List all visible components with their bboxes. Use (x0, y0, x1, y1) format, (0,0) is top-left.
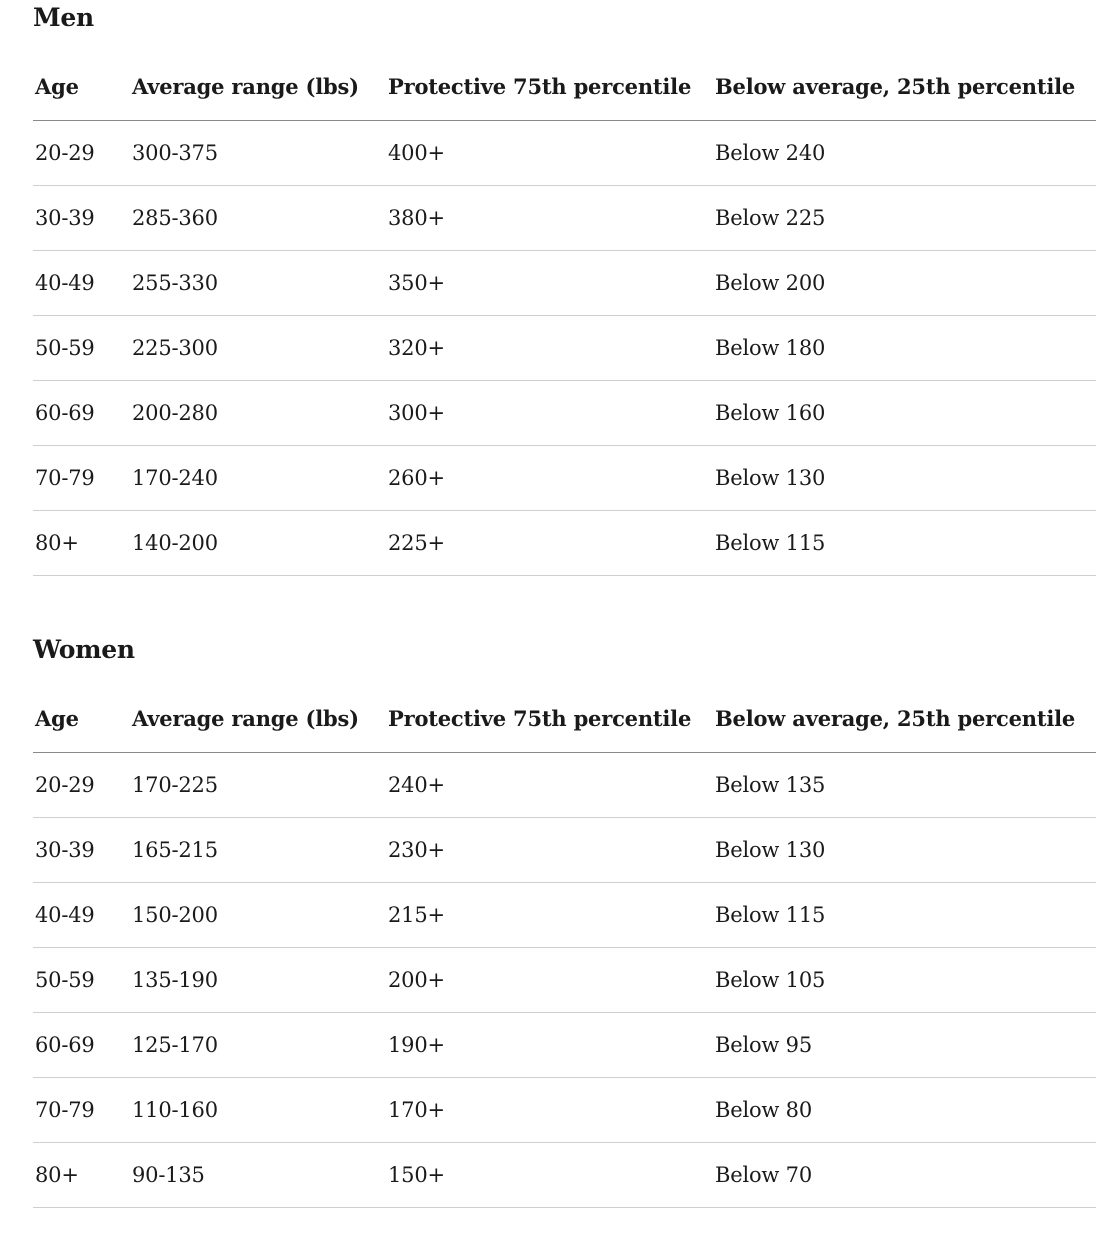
cell-protective: 400+ (386, 121, 713, 186)
cell-below-average: Below 70 (713, 1143, 1096, 1208)
cell-age: 20-29 (33, 753, 130, 818)
cell-protective: 170+ (386, 1078, 713, 1143)
men-section (33, 0, 1096, 576)
table-row (33, 381, 1096, 446)
table-row (33, 251, 1096, 316)
cell-below-average: Below 115 (713, 511, 1096, 576)
cell-average-range: 255-330 (130, 251, 386, 316)
cell-average-range: 285-360 (130, 186, 386, 251)
cell-below-average: Below 115 (713, 883, 1096, 948)
header-age: Age (33, 702, 130, 753)
cell-protective: 230+ (386, 818, 713, 883)
cell-protective: 240+ (386, 753, 713, 818)
cell-average-range: 125-170 (130, 1013, 386, 1078)
table-row (33, 186, 1096, 251)
cell-protective: 350+ (386, 251, 713, 316)
cell-below-average: Below 240 (713, 121, 1096, 186)
cell-average-range: 110-160 (130, 1078, 386, 1143)
cell-average-range: 135-190 (130, 948, 386, 1013)
header-protective-75th: Protective 75th percentile (386, 70, 713, 121)
header-below-average-25th: Below average, 25th percentile (713, 70, 1096, 121)
men-table (33, 70, 1096, 576)
cell-average-range: 140-200 (130, 511, 386, 576)
cell-age: 70-79 (33, 1078, 130, 1143)
cell-below-average: Below 95 (713, 1013, 1096, 1078)
table-row (33, 1143, 1096, 1208)
table-row (33, 121, 1096, 186)
men-title: Men (33, 3, 94, 32)
header-protective-75th: Protective 75th percentile (386, 702, 713, 753)
cell-age: 80+ (33, 511, 130, 576)
women-table (33, 702, 1096, 1208)
header-average-range: Average range (lbs) (130, 702, 386, 753)
cell-below-average: Below 130 (713, 818, 1096, 883)
cell-protective: 190+ (386, 1013, 713, 1078)
cell-below-average: Below 130 (713, 446, 1096, 511)
cell-average-range: 90-135 (130, 1143, 386, 1208)
cell-below-average: Below 200 (713, 251, 1096, 316)
women-section (33, 632, 1096, 1208)
header-below-average-25th: Below average, 25th percentile (713, 702, 1096, 753)
cell-age: 70-79 (33, 446, 130, 511)
cell-below-average: Below 225 (713, 186, 1096, 251)
cell-average-range: 170-225 (130, 753, 386, 818)
cell-protective: 320+ (386, 316, 713, 381)
table-row (33, 818, 1096, 883)
cell-age: 50-59 (33, 948, 130, 1013)
cell-protective: 300+ (386, 381, 713, 446)
cell-below-average: Below 105 (713, 948, 1096, 1013)
cell-age: 60-69 (33, 1013, 130, 1078)
cell-below-average: Below 160 (713, 381, 1096, 446)
cell-average-range: 200-280 (130, 381, 386, 446)
cell-average-range: 300-375 (130, 121, 386, 186)
header-average-range: Average range (lbs) (130, 70, 386, 121)
cell-below-average: Below 135 (713, 753, 1096, 818)
cell-protective: 260+ (386, 446, 713, 511)
cell-age: 40-49 (33, 883, 130, 948)
table-row (33, 511, 1096, 576)
cell-protective: 215+ (386, 883, 713, 948)
table-row (33, 753, 1096, 818)
cell-age: 30-39 (33, 186, 130, 251)
cell-age: 20-29 (33, 121, 130, 186)
table-header-row (33, 70, 1096, 121)
cell-average-range: 150-200 (130, 883, 386, 948)
table-row (33, 948, 1096, 1013)
cell-age: 30-39 (33, 818, 130, 883)
table-row (33, 446, 1096, 511)
cell-protective: 380+ (386, 186, 713, 251)
cell-below-average: Below 80 (713, 1078, 1096, 1143)
cell-average-range: 170-240 (130, 446, 386, 511)
cell-age: 60-69 (33, 381, 130, 446)
cell-below-average: Below 180 (713, 316, 1096, 381)
cell-average-range: 225-300 (130, 316, 386, 381)
header-age: Age (33, 70, 130, 121)
cell-protective: 225+ (386, 511, 713, 576)
cell-age: 80+ (33, 1143, 130, 1208)
cell-average-range: 165-215 (130, 818, 386, 883)
table-row (33, 883, 1096, 948)
cell-protective: 150+ (386, 1143, 713, 1208)
cell-protective: 200+ (386, 948, 713, 1013)
cell-age: 40-49 (33, 251, 130, 316)
table-header-row (33, 702, 1096, 753)
cell-age: 50-59 (33, 316, 130, 381)
table-row (33, 1013, 1096, 1078)
table-row (33, 1078, 1096, 1143)
women-title: Women (33, 635, 135, 664)
table-row (33, 316, 1096, 381)
